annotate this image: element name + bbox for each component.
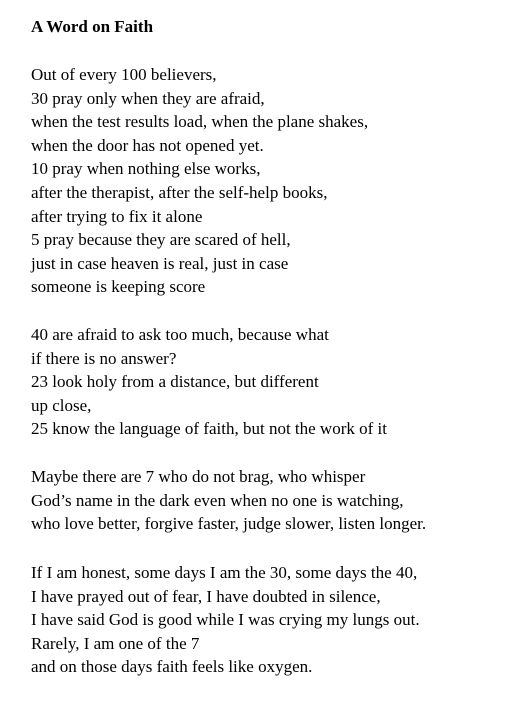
poem-line: 10 pray when nothing else works,: [31, 159, 261, 179]
poem-line: 23 look holy from a distance, but different: [31, 372, 319, 392]
poem-line: who love better, forgive faster, judge slower, listen longer.: [31, 514, 427, 534]
poem-line: 25 know the language of faith, but not the work of it: [31, 419, 387, 439]
stanza-2: [31, 323, 387, 441]
poem-line: when the door has not opened yet.: [31, 135, 264, 155]
poem-line: and on those days faith feels like oxygen.: [31, 657, 313, 677]
poem-title: A Word on Faith: [31, 17, 154, 36]
poem-line: I have said God is good while I was crying my lungs out.: [31, 610, 420, 630]
stanza-4: [31, 561, 420, 679]
poem-line: up close,: [31, 395, 92, 415]
poem-line: 40 are afraid to ask too much, because what: [31, 325, 329, 344]
poem-line: just in case heaven is real, just in case: [31, 253, 289, 273]
poem-line: if there is no answer?: [31, 348, 177, 368]
poem-line: someone is keeping score: [31, 277, 206, 297]
poem-line: If I am honest, some days I am the 30, some days the 40,: [31, 563, 418, 582]
poem-line: God’s name in the dark even when no one is watching,: [31, 490, 404, 510]
poem-line: when the test results load, when the plane shakes,: [31, 112, 369, 132]
poem-line: 5 pray because they are scared of hell,: [31, 230, 291, 250]
poem-line: I have prayed out of fear, I have doubted in silence,: [31, 586, 381, 606]
stanza-1: [31, 63, 368, 299]
poem-line: after trying to fix it alone: [31, 206, 203, 226]
poem-line: after the therapist, after the self-help books,: [31, 182, 328, 202]
poem-line: 30 pray only when they are afraid,: [31, 88, 265, 108]
poem-line: Rarely, I am one of the 7: [31, 633, 200, 653]
poem-line: Out of every 100 believers,: [31, 65, 217, 84]
poem-line: Maybe there are 7 who do not brag, who whisper: [31, 467, 366, 486]
stanza-3: [31, 465, 426, 536]
